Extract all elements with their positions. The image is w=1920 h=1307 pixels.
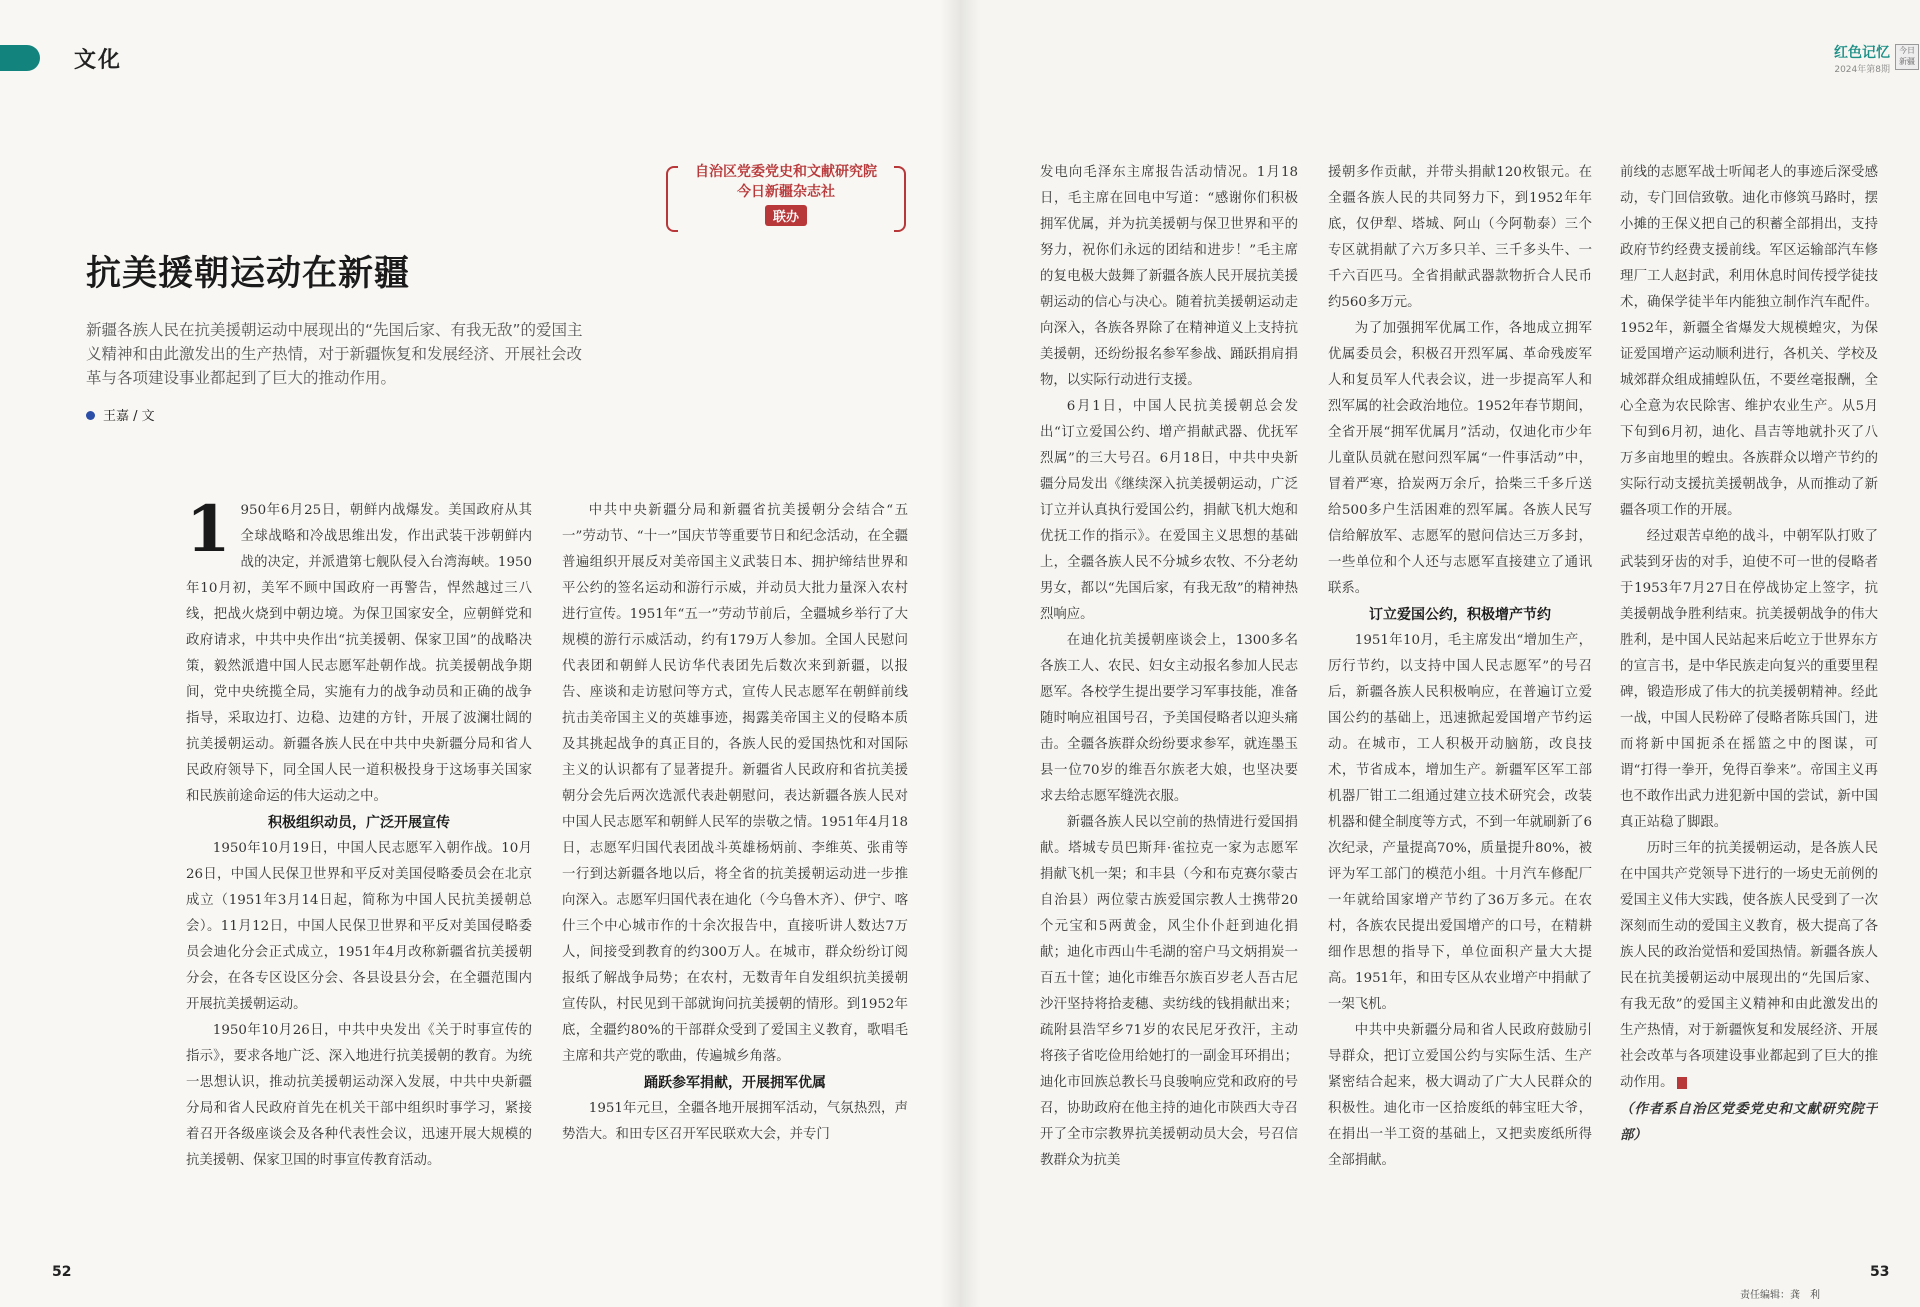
paragraph: 发电向毛泽东主席报告活动情况。1月18日，毛主席在回电中写道：“感谢你们积极拥军优属，并为抗美援朝与保卫世界和平的努力，祝你们永远的团结和进步！”毛主席的复电极大鼓舞了新疆各族人民开展抗美援朝运动的信心与决心。随着抗美援朝运动走向深入，各族各界除了在精神道义上支持抗美援朝，还纷纷报名参军参战、踊跃捐肩捐物，以实际行动进行支援。 <box>1040 165 1298 388</box>
text-column-4 <box>1328 160 1592 1260</box>
subheading: 踊跃参军捐献，开展拥军优属 <box>644 1075 826 1091</box>
paragraph: 6月1日，中国人民抗美援朝总会发出“订立爱国公约、增产捐献武器、优抚军烈属”的三大号召。6月18日，中共中央新疆分局发出《继续深入抗美援朝运动，广泛订立并认真执行爱国公约，捐献飞机大炮和优抚工作的指示》。在爱国主义思想的基础上，全疆各族人民不分城乡农牧、不分老幼男女，都以“先国后家，有我无敌”的精神热烈响应。 <box>1040 399 1298 622</box>
paragraph: 为了加强拥军优属工作，各地成立拥军优属委员会，积极召开烈军属、革命残废军人和复员军人代表会议，进一步提高军人和烈军属的社会政治地位。1952年春节期间，全省开展“拥军优属月”活动，仅迪化市少年儿童队员就在慰问烈军属“一件事活动”中，冒着严寒，拾炭两万余斤，拾柴三千多斤送给500多户生活困难的烈军属。各族人民写信给解放军、志愿军的慰问信达三万多封，一些单位和个人还与志愿军直接建立了通讯联系。 <box>1328 321 1592 596</box>
text-column-2 <box>562 498 908 1258</box>
dropcap: 1 <box>186 498 231 567</box>
byline-text: 王嘉 / 文 <box>103 409 155 424</box>
paragraph: 援朝多作贡献，并带头捐献120枚银元。在全疆各族人民的共同努力下，到1952年年底，仅伊犁、塔城、阿山（今阿勒泰）三个专区就捐献了六万多只羊、三千多头牛、一千六百匹马。全省捐献武器款物折合人民币约560多万元。 <box>1328 165 1592 310</box>
brand-issue: 2024年第8期 <box>1834 65 1890 75</box>
page-number-right: 53 <box>1870 1264 1890 1280</box>
author-note: （作者系自治区党委党史和文献研究院干部） <box>1620 1101 1878 1143</box>
byline-dot-icon <box>86 411 95 420</box>
byline <box>86 405 155 424</box>
paragraph: 在迪化抗美援朝座谈会上，1300多名各族工人、农民、妇女主动报名参加人民志愿军。各校学生提出要学习军事技能，准备随时响应祖国号召，予美国侵略者以迎头痛击。全疆各族群众纷纷要求参军，就连墨玉县一位70岁的维吾尔族老大娘，也坚决要求去给志愿军缝洗衣服。 <box>1040 633 1298 804</box>
paragraph: 中共中央新疆分局和新疆省抗美援朝分会结合“五一”劳动节、“十一”国庆节等重要节日和纪念活动，在全疆普遍组织开展反对美帝国主义武装日本、拥护缔结世界和平公约的签名运动和游行示威，并动员大批力量深入农村进行宣传。1951年“五一”劳动节前后，全疆城乡举行了大规模的游行示威活动，约有179万人参加。全国人民慰问代表团和朝鲜人民访华代表团先后数次来到新疆，以报告、座谈和走访慰问等方式，宣传人民志愿军在朝鲜前线抗击美帝国主义的英雄事迹，揭露美帝国主义的侵略本质及其挑起战争的真正目的，各族人民的爱国热忱和对国际主义的认识都有了显著提升。新疆省人民政府和省抗美援朝分会先后两次选派代表赴朝慰问，表达新疆各族人民对中国人民志愿军和朝鲜人民军的崇敬之情。1951年4月18日，志愿军归国代表团战斗英雄杨炳前、李维英、张甫等一行到达新疆各地以后，将全省的抗美援朝运动进一步推向深入。志愿军归国代表在迪化（今乌鲁木齐）、伊宁、喀什三个中心城市作的十余次报告中，直接听讲人数达7万人，间接受到教育的约300万人。在城市，群众纷纷订阅报纸了解战争局势；在农村，无数青年自发组织抗美援朝宣传队，村民见到干部就询问抗美援朝的情形。到1952年底，全疆约80%的干部群众受到了爱国主义教育，歌唱毛主席和共产党的歌曲，传遍城乡角落。 <box>562 503 908 1064</box>
paragraph: 经过艰苦卓绝的战斗，中朝军队打败了武装到牙齿的对手，迫使不可一世的侵略者于1953年7月27日在停战协定上签字，抗美援朝战争胜利结束。抗美援朝战争的伟大胜利，是中国人民站起来后屹立于世界东方的宣言书，是中华民族走向复兴的重要里程碑，锻造形成了伟大的抗美援朝精神。经此一战，中国人民粉碎了侵略者陈兵国门，进而将新中国扼杀在摇篮之中的图谋，可谓“打得一拳开，免得百拳来”。帝国主义再也不敢作出武力进犯新中国的尝试，新中国真正站稳了脚跟。 <box>1620 529 1878 830</box>
page-gutter <box>940 0 980 1307</box>
editor-credit: 责任编辑：龚 利 <box>1740 1290 1820 1301</box>
section-tab-marker <box>0 45 40 71</box>
paragraph: 1950年10月26日，中共中央发出《关于时事宣传的指示》，要求各地广泛、深入地进行抗美援朝的教育。为统一思想认识，推动抗美援朝运动深入发展，中共中央新疆分局和省人民政府首先在机关干部中组织时事学习，紧接着召开各级座谈会及各种代表性会议，迅速开展大规模的抗美援朝、保家卫国的时事宣传教育活动。 <box>186 1023 532 1168</box>
brand-name: 红色记忆 <box>1834 45 1890 61</box>
joint-org-2: 今日新疆杂志社 <box>737 184 835 200</box>
paragraph: 中共中央新疆分局和省人民政府鼓励引导群众，把订立爱国公约与实际生活、生产紧密结合起来，极大调动了广大人民群众的积极性。迪化市一区拾废纸的韩宝旺大爷，在捐出一半工资的基础上，又把卖废纸所得全部捐献。 <box>1328 1023 1592 1168</box>
text-column-3 <box>1040 160 1298 1260</box>
subheading: 订立爱国公约，积极增产节约 <box>1369 607 1551 623</box>
paragraph: 1951年10月，毛主席发出“增加生产，厉行节约，以支持中国人民志愿军”的号召后，新疆各族人民积极响应，在普遍订立爱国公约的基础上，迅速掀起爱国增产节约运动。在城市，工人积极开动脑筋，改良技术，节省成本，增加生产。新疆军区军工部机器厂钳工二组通过建立技术研究会，改装机器和健全制度等方式，不到一年就刷新了6次纪录，产量提高70%，质量提升80%，被评为军工部门的模范小组。十月汽车修配厂一年就给国家增产节约了36万多元。在农村，各族农民提出爱国增产的口号，在精耕细作思想的指导下，单位面积产量大大提高。1951年，和田专区从农业增产中捐献了一架飞机。 <box>1328 633 1592 1012</box>
joint-org-1: 自治区党委党史和文献研究院 <box>695 164 877 180</box>
brand-logo-box: 今日新疆 <box>1895 44 1919 70</box>
paragraph: 1950年10月19日，中国人民志愿军入朝作战。10月26日，中国人民保卫世界和平反对美国侵略委员会在北京成立（1951年3月14日起，简称为中国人民抗美援朝总会）。11月12日，中国人民保卫世界和平反对美国侵略委员会迪化分会正式成立，1951年4月改称新疆省抗美援朝分会，在各专区设区分会、各县设县分会，在全疆范围内开展抗美援朝运动。 <box>186 841 532 1012</box>
paragraph-text: 历时三年的抗美援朝运动，是各族人民在中国共产党领导下进行的一场史无前例的爱国主义伟大实践，使各族人民受到了一次深刻而生动的爱国主义教育，极大提高了各族人民的政治觉悟和爱国热情。新疆各族人民在抗美援朝运动中展现出的“先国后家、有我无敌”的爱国主义精神和由此激发出的生产热情，对于新疆恢复和发展经济、开展社会改革与各项建设事业都起到了巨大的推动作用。 <box>1620 841 1878 1090</box>
article-title: 抗美援朝运动在新疆 <box>86 254 411 294</box>
text-column-5 <box>1620 160 1878 1260</box>
joint-tag: 联办 <box>765 205 807 226</box>
paragraph: 1951年元旦，全疆各地开展拥军活动，气氛热烈，声势浩大。和田专区召开军民联欢大会，并专门 <box>562 1101 908 1142</box>
paragraph: 新疆各族人民以空前的热情进行爱国捐献。塔城专员巴斯拜·雀拉克一家为志愿军捐献飞机一架；和丰县（今和布克赛尔蒙古自治县）两位蒙古族爱国宗教人士携带20个元宝和5两黄金，风尘仆仆赶到迪化捐献；迪化市西山牛毛湖的窑户马文炳捐炭一百五十筐；迪化市维吾尔族百岁老人吾古尼沙汗坚持将拾麦穗、卖纺线的钱捐献出来；疏附县浩罕乡71岁的农民尼牙孜汗，主动将孩子省吃俭用给她打的一副金耳环捐出；迪化市回族总教长马良骏响应党和政府的号召，协助政府在他主持的迪化市陕西大寺召开了全市宗教界抗美援朝动员大会，号召信教群众为抗美 <box>1040 815 1298 1168</box>
paragraph <box>1620 836 1878 1096</box>
section-label: 文化 <box>74 48 123 73</box>
end-mark-icon <box>1677 1077 1687 1089</box>
page-number-left: 52 <box>52 1264 72 1280</box>
subheading: 积极组织动员，广泛开展宣传 <box>268 815 450 831</box>
bracket-left <box>666 166 678 232</box>
paragraph-text: 950年6月25日，朝鲜内战爆发。美国政府从其全球战略和冷战思维出发，作出武装干涉朝鲜内战的决定，并派遣第七舰队侵入台湾海峡。1950年10月初，美军不顾中国政府一再警告，悍然越过三八线，把战火烧到中朝边境。为保卫国家安全，应朝鲜党和政府请求，中共中央作出“抗美援朝、保家卫国”的战略决策，毅然派遣中国人民志愿军赴朝作战。抗美援朝战争期间，党中央统揽全局，实施有力的战争动员和正确的战争指导，采取边打、边稳、边建的方针，开展了波澜壮阔的抗美援朝运动。新疆各族人民在中共中央新疆分局和省人民政府领导下，同全国人民一道积极投身于这场事关国家和民族前途命运的伟大运动之中。 <box>186 503 532 804</box>
paragraph: 前线的志愿军战士听闻老人的事迹后深受感动，专门回信致敬。迪化市修筑马路时，摆小摊的王保义把自己的积蓄全部捐出，支持政府节约经费支援前线。军区运输部汽车修理厂工人赵封武，利用休息时间传授学徒技术，确保学徒半年内能独立制作汽车配件。1952年，新疆全省爆发大规模蝗灾，为保证爱国增产运动顺利进行，各机关、学校及城郊群众组成捕蝗队伍，不要丝毫报酬，全心全意为农民除害、维护农业生产。从5月下旬到6月初，迪化、昌吉等地就扑灭了八万多亩地里的蝗虫。各族群众以增产节约的实际行动支援抗美援朝战争，从而推动了新疆各项工作的开展。 <box>1620 165 1878 518</box>
bracket-right <box>894 166 906 232</box>
joint-publication-box <box>666 162 906 232</box>
brand-block <box>1780 42 1890 75</box>
paragraph <box>186 498 532 810</box>
text-column-1 <box>186 498 532 1258</box>
article-lead: 新疆各族人民在抗美援朝运动中展现出的“先国后家、有我无敌”的爱国主义精神和由此激发出的生产热情，对于新疆恢复和发展经济、开展社会改革与各项建设事业都起到了巨大的推动作用。 <box>86 321 583 387</box>
